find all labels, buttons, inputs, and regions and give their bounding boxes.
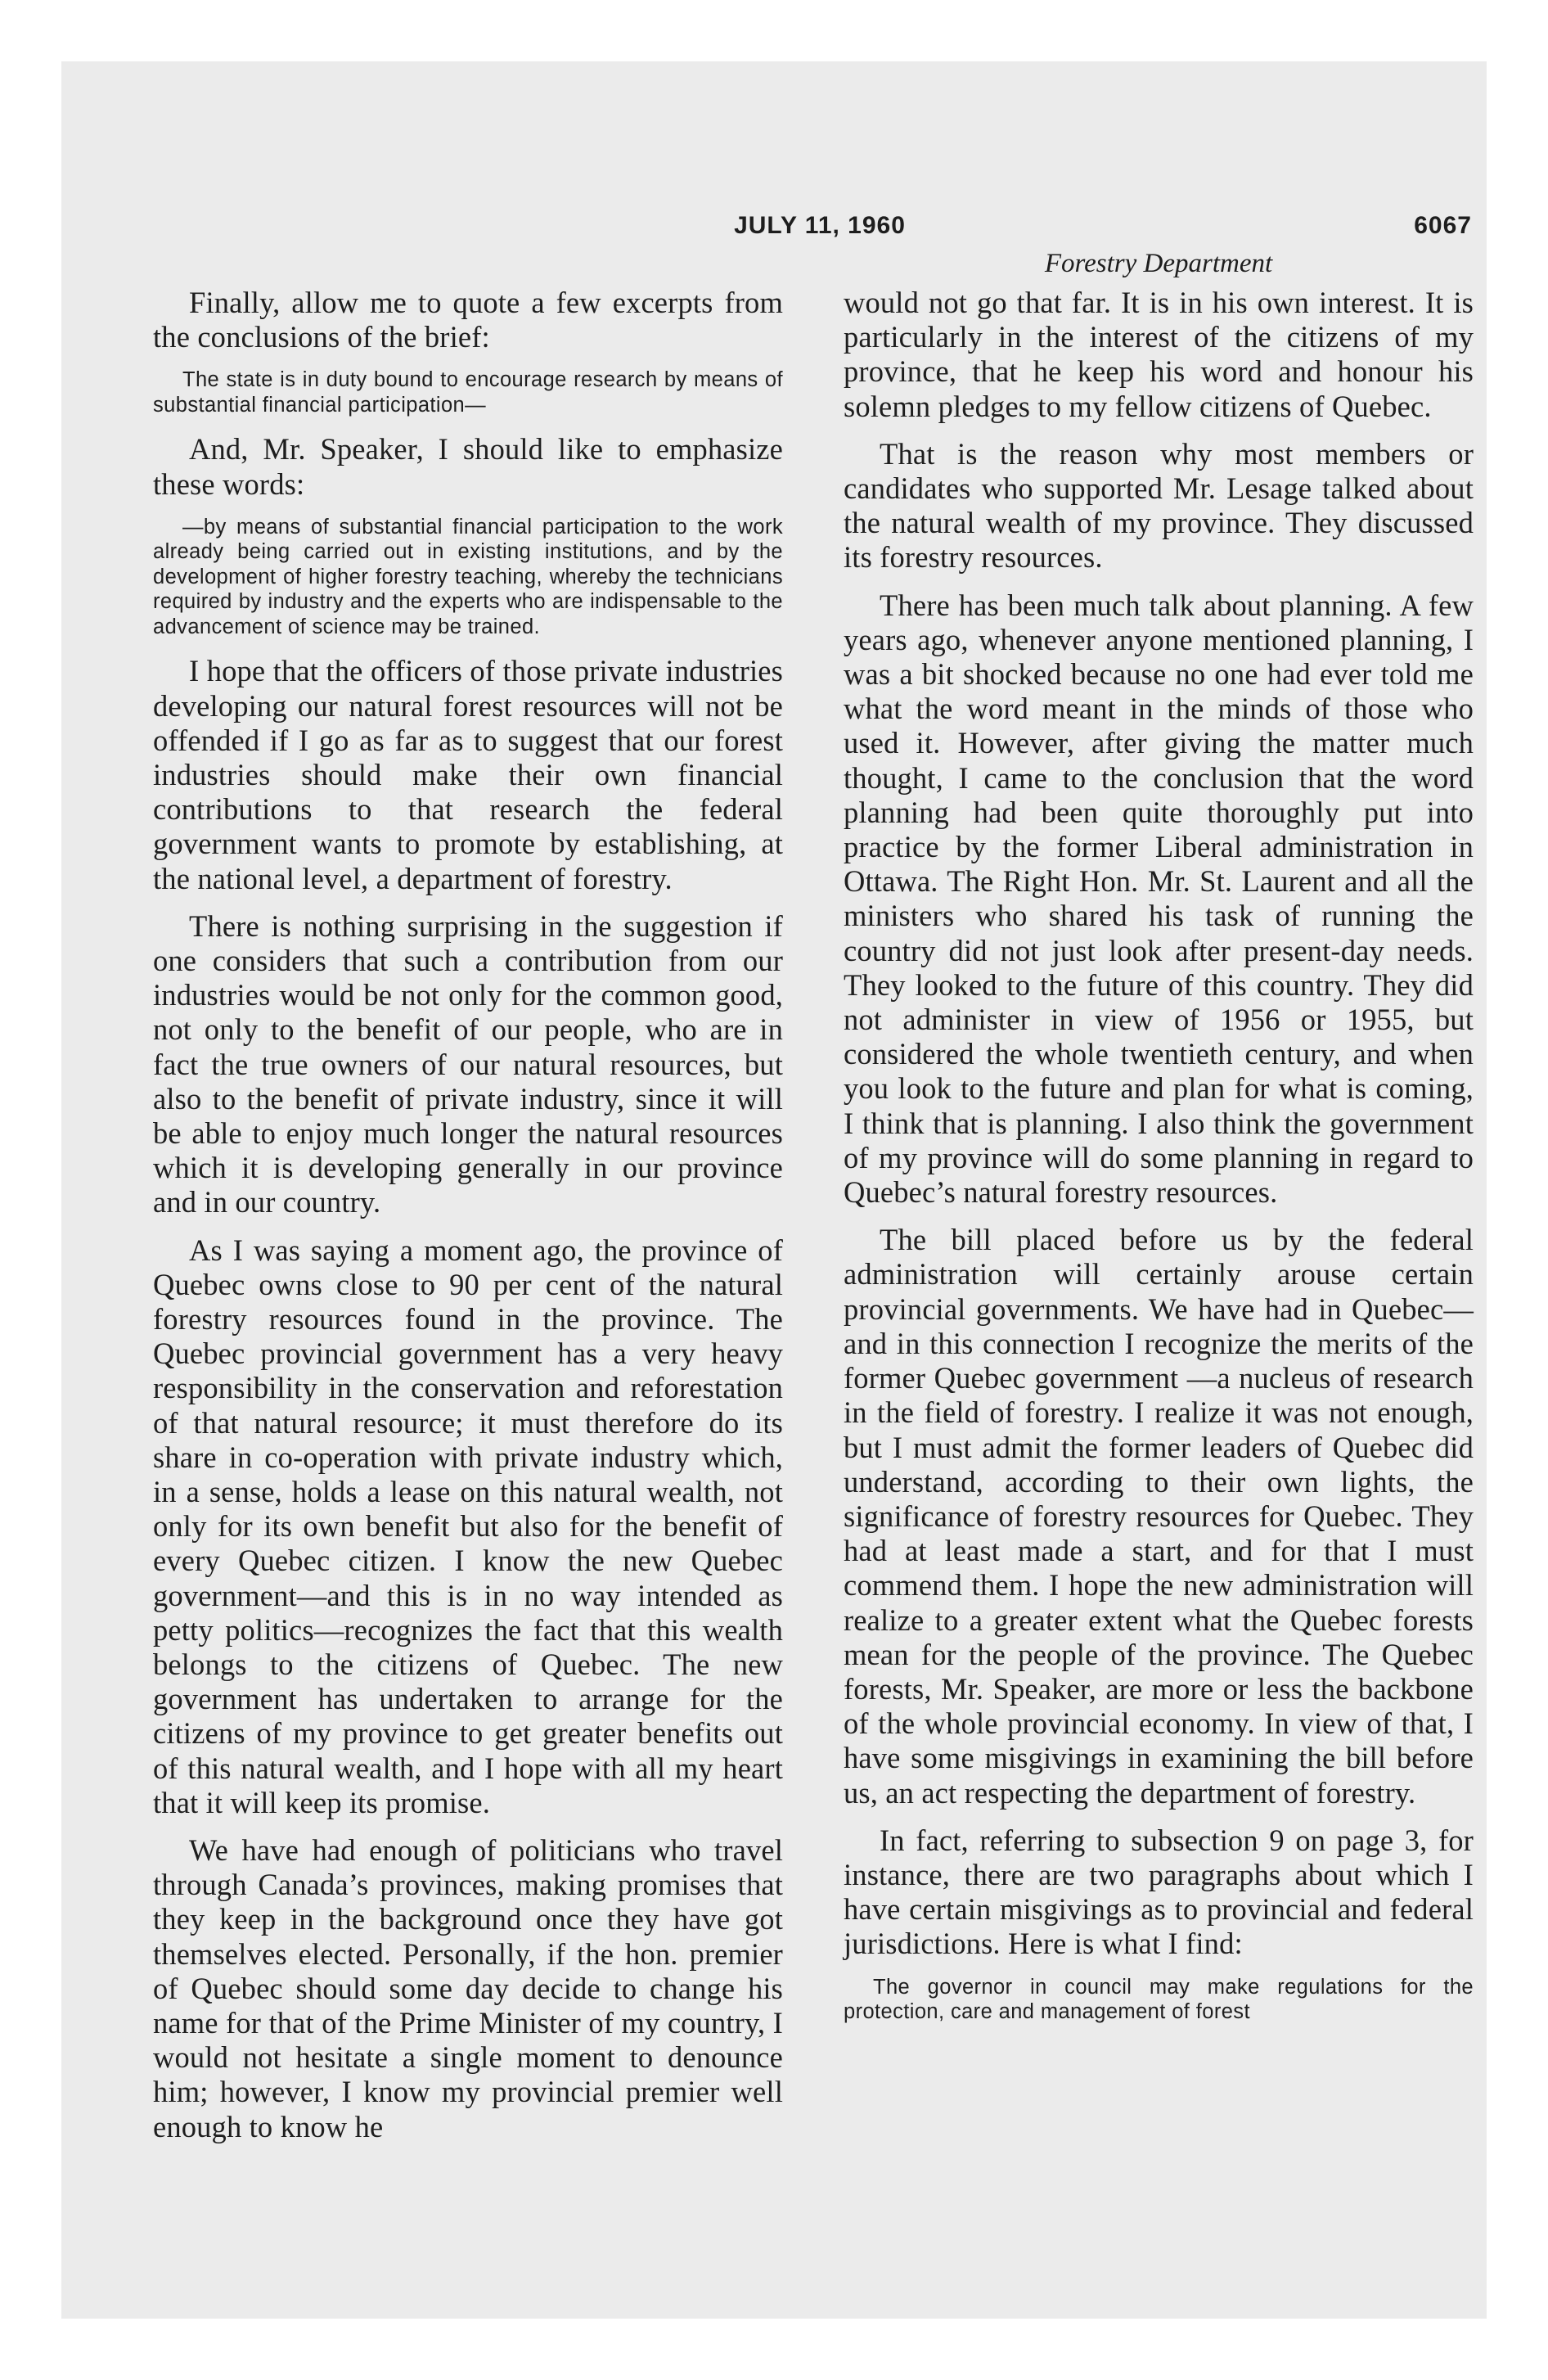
quotation: The state is in duty bound to encourage research by means of substantial financial participation— [153,368,783,417]
paragraph: As I was saying a moment ago, the province of Quebec owns close to 90 per cent of the natural forestry resources found in the province. The Quebec provincial government has a very heavy responsibility in the conservation and reforestation of that natural resource; it must therefore do its share in co-operation with private industry which, in a sense, holds a lease on this natural wealth, not only for its own benefit but also for the benefit of every Quebec citizen. I know the new Quebec government—and this is in no way intended as petty politics—recognizes the fact that this wealth belongs to the citizens of Quebec. The new government has undertaken to arrange for the citizens of my province to get greater benefits out of this natural wealth, and I hope with all my heart that it will keep its promise. [153,1233,783,1819]
hansard-page [153,205,1487,2317]
paragraph: There is nothing surprising in the suggestion if one considers that such a contribution from our industries would be not only for the common good, not only to the benefit of our people, who are in fact the true owners of our natural resources, but also to the benefit of private industry, since it will be able to enjoy much longer the natural resources which it is developing generally in our province and in our country. [153,908,783,1219]
paragraph: There has been much talk about planning. A few years ago, whenever anyone mentioned planning, I was a bit shocked because no one had ever told me what the word meant in the minds of those who used it. However, after giving the matter much thought, I came to the conclusion that the word planning had been quite thoroughly put into practice by the former Liberal administration in Ottawa. The Right Hon. Mr. St. Laurent and all the ministers who shared his task of running the country did not just look after present-day needs. They looked to the future of this country. They did not administer in view of 1956 or 1955, but considered the whole twentieth century, and when you look to the future and plan for what is coming, I think that is planning. I also think the government of my province will do some planning in regard to Quebec’s natural forestry resources. [844,588,1474,1210]
page-number: 6067 [1414,212,1472,239]
paragraph: Finally, allow me to quote a few excerpts from the conclusions of the brief: [153,286,783,354]
paragraph: We have had enough of politicians who travel through Canada’s provinces, making promises that they keep in the background once they have got themselves elected. Personally, if the hon. premier of Quebec should some day decide to change his name for that of the Prime Minister of my country, I would not hesitate a single moment to denounce him; however, I know my provincial premier well enough to know he [153,1833,783,2143]
paragraph: I hope that the officers of those private industries developing our natural forest resources will not be offended if I go as far as to suggest that our forest industries should make their own financial contributions to that research the federal government wants to promote by establishing, at the national level, a department of forestry. [153,654,783,895]
header-date: JULY 11, 1960 [734,212,906,239]
paragraph: The bill placed before us by the federal administration will certainly arouse certain provincial governments. We have had in Quebec—and in this connection I recognize the merits of the former Quebec government —a nucleus of research in the field of forestry. I realize it was not enough, but I must admit the former leaders of Quebec did understand, according to their own lights, the significance of forestry resources for Quebec. They had at least made a start, and for that I must commend them. I hope the new administration will realize to a greater extent what the Quebec forests mean for the people of the province. The Quebec forests, Mr. Speaker, are more or less the backbone of the whole provincial economy. In view of that, I have some misgivings in examining the bill before us, an act respecting the department of forestry. [844,1223,1474,1810]
paragraph: In fact, referring to subsection 9 on page 3, for instance, there are two paragraphs about which I have certain misgivings as to provincial and federal jurisdictions. Here is what I find: [844,1823,1474,1961]
left-column [153,286,783,2157]
scanned-page-background [61,61,1487,2319]
running-head: Forestry Department [1044,249,1273,278]
quotation: —by means of substantial financial participation to the work already being carried out in existing institutions, and by the development of higher forestry teaching, whereby the technicians required by industry and the experts who are indispensable to the advancement of science may be trained. [153,515,783,638]
paragraph: And, Mr. Speaker, I should like to emphasize these words: [153,432,783,501]
paragraph-continued: would not go that far. It is in his own interest. It is particularly in the interest of the citizens of my province, that he keep his word and honour his solemn pledges to my fellow citizens of Quebec. [844,286,1474,423]
paragraph: That is the reason why most members or candidates who supported Mr. Lesage talked about the natural wealth of my province. They discussed its forestry resources. [844,436,1474,575]
right-column [844,246,1474,2040]
quotation: The governor in council may make regulations for the protection, care and management of forest [844,1975,1474,2024]
